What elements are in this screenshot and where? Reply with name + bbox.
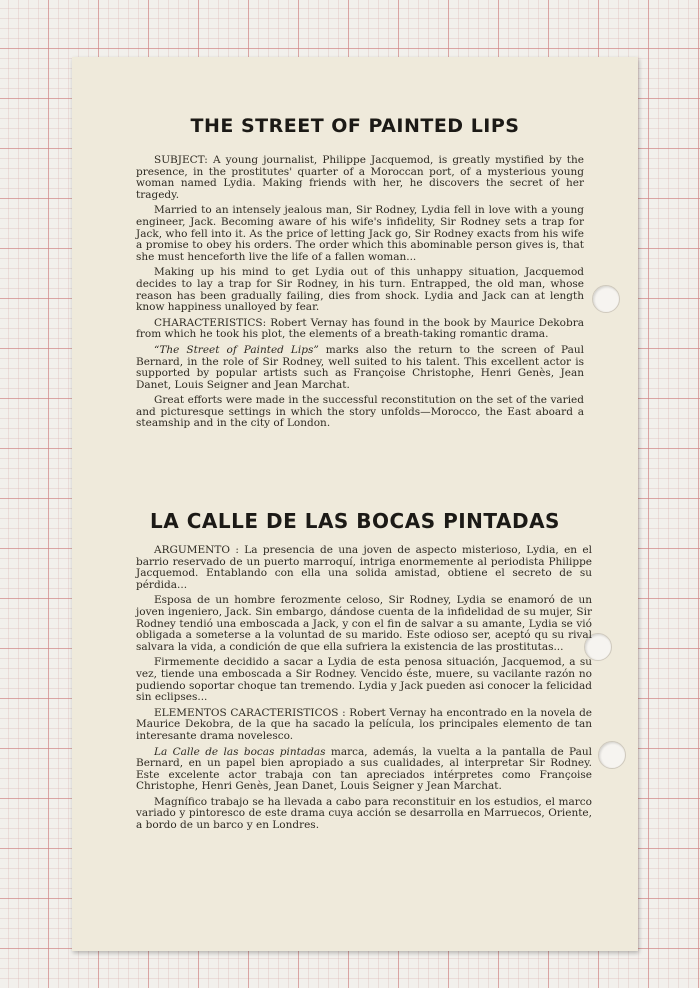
paragraph-text: La presencia de una joven de aspecto misterioso, Lydia, en el barrio reservado de un puerto marroquí, intriga enormemente al periodista Philippe Jacquemod. Entablando con ella una solida amistad, obtiene el secreto de su pérdida... (136, 544, 592, 591)
paragraph-text: Great efforts were made in the successful reconstitution on the set of the varied and picturesque settings in which the story unfolds—Morocco, the East aboard a steamship and in the city of London. (136, 394, 584, 430)
paragraph-text: Magnífico trabajo se ha llevada a cabo para reconstituir en los estudios, el marco variado y pintoresco de este drama cuya acción se desarrolla en Marruecos, Oriente, a bordo de un barco y en Londres. (136, 795, 592, 832)
paragraph-text: Firmemente decidido a sacar a Lydia de esta penosa situación, Jacquemod, a su vez, tiende una emboscada a Sir Rodney. Vencido éste, muere, su vacilante razón no pudiendo soportar choque tan tremendo. Lydia y Jack pueden asi conocer la felicidad sin eclipses... (136, 656, 592, 704)
spanish-title: LA CALLE DE LAS BOCAS PINTADAS (150, 509, 560, 533)
spanish-synopsis (136, 545, 592, 836)
paragraph (136, 545, 592, 591)
paragraph (136, 267, 584, 313)
punch-hole (592, 285, 620, 313)
english-title: THE STREET OF PAINTED LIPS (190, 115, 520, 137)
paragraph-text: Robert Vernay has found in the book by Maurice Dekobra from which he took his plot, the elements of a breath-taking romantic drama. (136, 316, 584, 341)
paragraph (136, 205, 584, 263)
film-title-italic: La Calle de las bocas pintadas (154, 745, 326, 758)
punch-hole (598, 741, 626, 769)
paragraph-text: A young journalist, Philippe Jacquemod, is greatly mystified by the presence, in the prostitutes' quarter of a Moroccan port, of a mysterious young woman named Lydia. Making friends with her, he discovers the secret of her tragedy. (136, 154, 584, 201)
paragraph-lead: SUBJECT: (154, 154, 208, 166)
paragraph-text: Married to an intensely jealous man, Sir Rodney, Lydia fell in love with a young engineer, Jack. Becoming aware of his wife's infidelity, Sir Rodney sets a trap for Jack, who fell into it. As the price of letting Jack go, Sir Rodney exacts from his wife a promise to obey his orders. The order which this abominable person gives is, that she must henceforth live the life of a fallen woman... (136, 204, 584, 263)
paragraph (136, 345, 584, 391)
paragraph (136, 595, 592, 653)
paragraph-text: marca, además, la vuelta a la pantalla de Paul Bernard, en un papel bien apropiado a sus cualidades, al interpretar Sir Rodney. Este excelente actor trabaja con tan apreciados intérpretes como Françoise Christophe, Henri Genès, Jean Danet, Louis Seigner y Jean Marchat. (136, 745, 592, 793)
paragraph (136, 708, 592, 743)
paragraph (136, 318, 584, 341)
paragraph-text: Making up his mind to get Lydia out of this unhappy situation, Jacquemod decides to lay a trap for Sir Rodney, in his turn. Entrapped, the old man, whose reason has been gradually failing, dies from shock. Lydia and Jack can at length know happiness unalloyed by fear. (136, 266, 584, 314)
paragraph (136, 395, 584, 430)
paragraph-lead: ARGUMENTO : (154, 544, 239, 556)
english-synopsis (136, 155, 584, 434)
film-title-italic: “The Street of Painted Lips” (154, 343, 319, 356)
paragraph (136, 797, 592, 832)
paragraph (136, 657, 592, 703)
paragraph (136, 747, 592, 793)
paragraph-text: marks also the return to the screen of Paul Bernard, in the role of Sir Rodney, well suited to his talent. This excellent actor is supported by popular artists such as Françoise Christophe, Henri Genès, Jean Danet, Louis Seigner and Jean Marchat. (136, 343, 584, 391)
press-sheet (72, 57, 638, 951)
paragraph-lead: CHARACTERISTICS: (154, 316, 267, 329)
paragraph-text: Robert Vernay ha encontrado en la novela de Maurice Dekobra, de la que ha sacado la película, los principales elemento de tan interesante drama novelesco. (136, 706, 593, 742)
paragraph (136, 155, 584, 201)
paragraph-lead: ELEMENTOS CARACTERISTICOS : (154, 706, 346, 719)
paragraph-text: Esposa de un hombre ferozmente celoso, Sir Rodney, Lydia se enamoró de un joven ingeniero, Jack. Sin embargo, dándose cuenta de la infidelidad de su mujer, Sir Rodney tendió una emboscada a Jack, y con el fin de salvar a su amante, Lydia se vió obligada a someterse a la voluntad de su marido. Este odioso ser, aceptó qu su rival salvara la vida, a condición de que ella sufriera la existencia de las prostitutas... (136, 594, 592, 653)
